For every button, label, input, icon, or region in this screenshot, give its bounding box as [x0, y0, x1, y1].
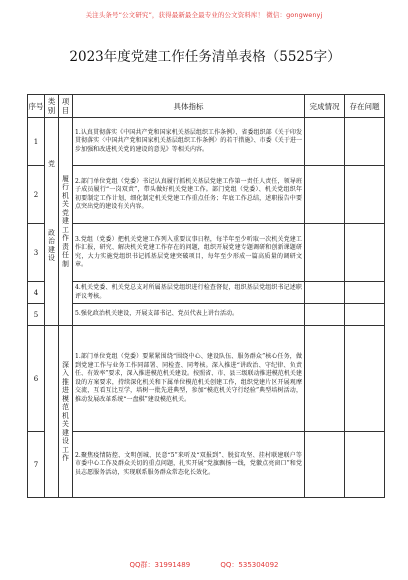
- table-row: [28, 166, 385, 224]
- category-label-b: 政治建设: [48, 228, 55, 263]
- table-row: [28, 118, 385, 166]
- header-issues: 存在问题: [345, 95, 385, 118]
- header-seq: 序号: [28, 95, 45, 118]
- indicator-text: 5.强化政治机关建设，开展支部书记、党员代表上讲台活动。: [73, 304, 305, 326]
- issues-cell: [345, 326, 385, 432]
- item-label-b: 深入推进模范机关建设工作: [62, 360, 69, 462]
- qq-number: QQ：535304092: [220, 561, 279, 569]
- table-row: [28, 326, 385, 432]
- indicator-text: 3.党组（党委）把机关党建工作列入重要议事日程，每半年至少听取一次机关党建工作汇报，研究、解决机关党建工作存在的问题，组织开展党建专题调研和创新课题研究，大力实施党组织书记抓基层党建突破项目，每年至少形成一篇高质量的调研文章。: [73, 224, 305, 282]
- row-seq: 5: [28, 304, 45, 326]
- row-seq: 4: [28, 282, 45, 304]
- table-row: [28, 224, 385, 282]
- item-label-a: 履行机关党建工作责任制: [62, 174, 69, 268]
- status-cell: [305, 282, 345, 304]
- issues-cell: [345, 224, 385, 282]
- header-category: 类别: [45, 95, 59, 118]
- category-cell-2: [45, 326, 59, 498]
- item-cell-b: [59, 326, 73, 498]
- status-cell: [305, 326, 345, 432]
- issues-cell: [345, 118, 385, 166]
- status-cell: [305, 118, 345, 166]
- table-header-row: [28, 95, 385, 118]
- status-cell: [305, 304, 345, 326]
- page-title: 2023年度党建工作任务清单表格（5525字）: [69, 49, 341, 65]
- issues-cell: [345, 282, 385, 304]
- category-cell: [45, 118, 59, 326]
- promo-banner: 关注头条号“公文研究”，获得最新最全最专业的公文资料库！ 微信：gongwenyj: [85, 11, 323, 19]
- issues-cell: [345, 166, 385, 224]
- item-cell-a: [59, 118, 73, 326]
- issues-cell: [345, 432, 385, 498]
- status-cell: [305, 166, 345, 224]
- indicator-text: 1.认真贯彻落实《中国共产党和国家机关基层组织工作条例》、省委组织部《关于印发贯彻落实〈中国共产党和国家机关基层组织工作条例〉的若干措施》、市委《关于进一步加强和改进机关党的建设的意见》等相关内容。: [73, 118, 305, 166]
- header-status: 完成情况: [305, 95, 345, 118]
- qq-group: QQ群：31991489: [129, 561, 191, 569]
- task-list-table: [27, 94, 385, 498]
- table-row: [28, 304, 385, 326]
- header-item: 项目: [59, 95, 73, 118]
- footer-contact: [0, 560, 408, 570]
- row-seq: 6: [28, 326, 45, 432]
- row-seq: 3: [28, 224, 45, 282]
- issues-cell: [345, 304, 385, 326]
- table-row: [28, 432, 385, 498]
- row-seq: 7: [28, 432, 45, 498]
- indicator-text: 2.聚焦疫情防控、文明创城、民意“5”来听及“双报到”、脱贫攻坚、挂村联建联户等市委中心工作及群众关切的重点问题，扎实开展“党旗飘扬一线，党徽点亮窗口”和党员志愿服务活动，实现联系服务群众常态化长效化。: [73, 432, 305, 498]
- status-cell: [305, 224, 345, 282]
- indicator-text: 1.部门单位党组（党委）要紧紧围绕“围绕中心、建设队伍、服务群众”核心任务，做到党建工作与业务工作同部署、同检查、同考核。深入推进“讲政治、守纪律、负责任、有效率”要求，深入推进模范机关建设。按照省、市、县三级联动推进模范机关建设的方案要求，持续深化机关和下属单位模范机关创建工作，组织党建片区开展观摩交流，互看互比互学，培树一批先进典型，参加“模范机关守行经验”典型培树活动，推动发展改革系统“一盘棋”建设模范机关。: [73, 326, 305, 432]
- header-indicator: 具体指标: [73, 95, 305, 118]
- row-seq: 2: [28, 166, 45, 224]
- status-cell: [305, 432, 345, 498]
- table-row: [28, 282, 385, 304]
- row-seq: 1: [28, 118, 45, 166]
- category-label-a: 党: [48, 160, 55, 169]
- indicator-text: 4.机关党委、机关党总支对所属基层党组织进行检查督促，组织基层党组织书记述职评议考核。: [73, 282, 305, 304]
- indicator-text: 2.部门单位党组（党委）书记认真履行抓机关基层党建工作第一责任人责任，领导班子成员履行“一岗双责”，带头做好机关党建工作。部门党组（党委）、机关党组织年初要制定工作计划，细化制定机关党建工作重点任务；年底工作总结，述职报告中要点突出党的建设有关内容。: [73, 166, 305, 224]
